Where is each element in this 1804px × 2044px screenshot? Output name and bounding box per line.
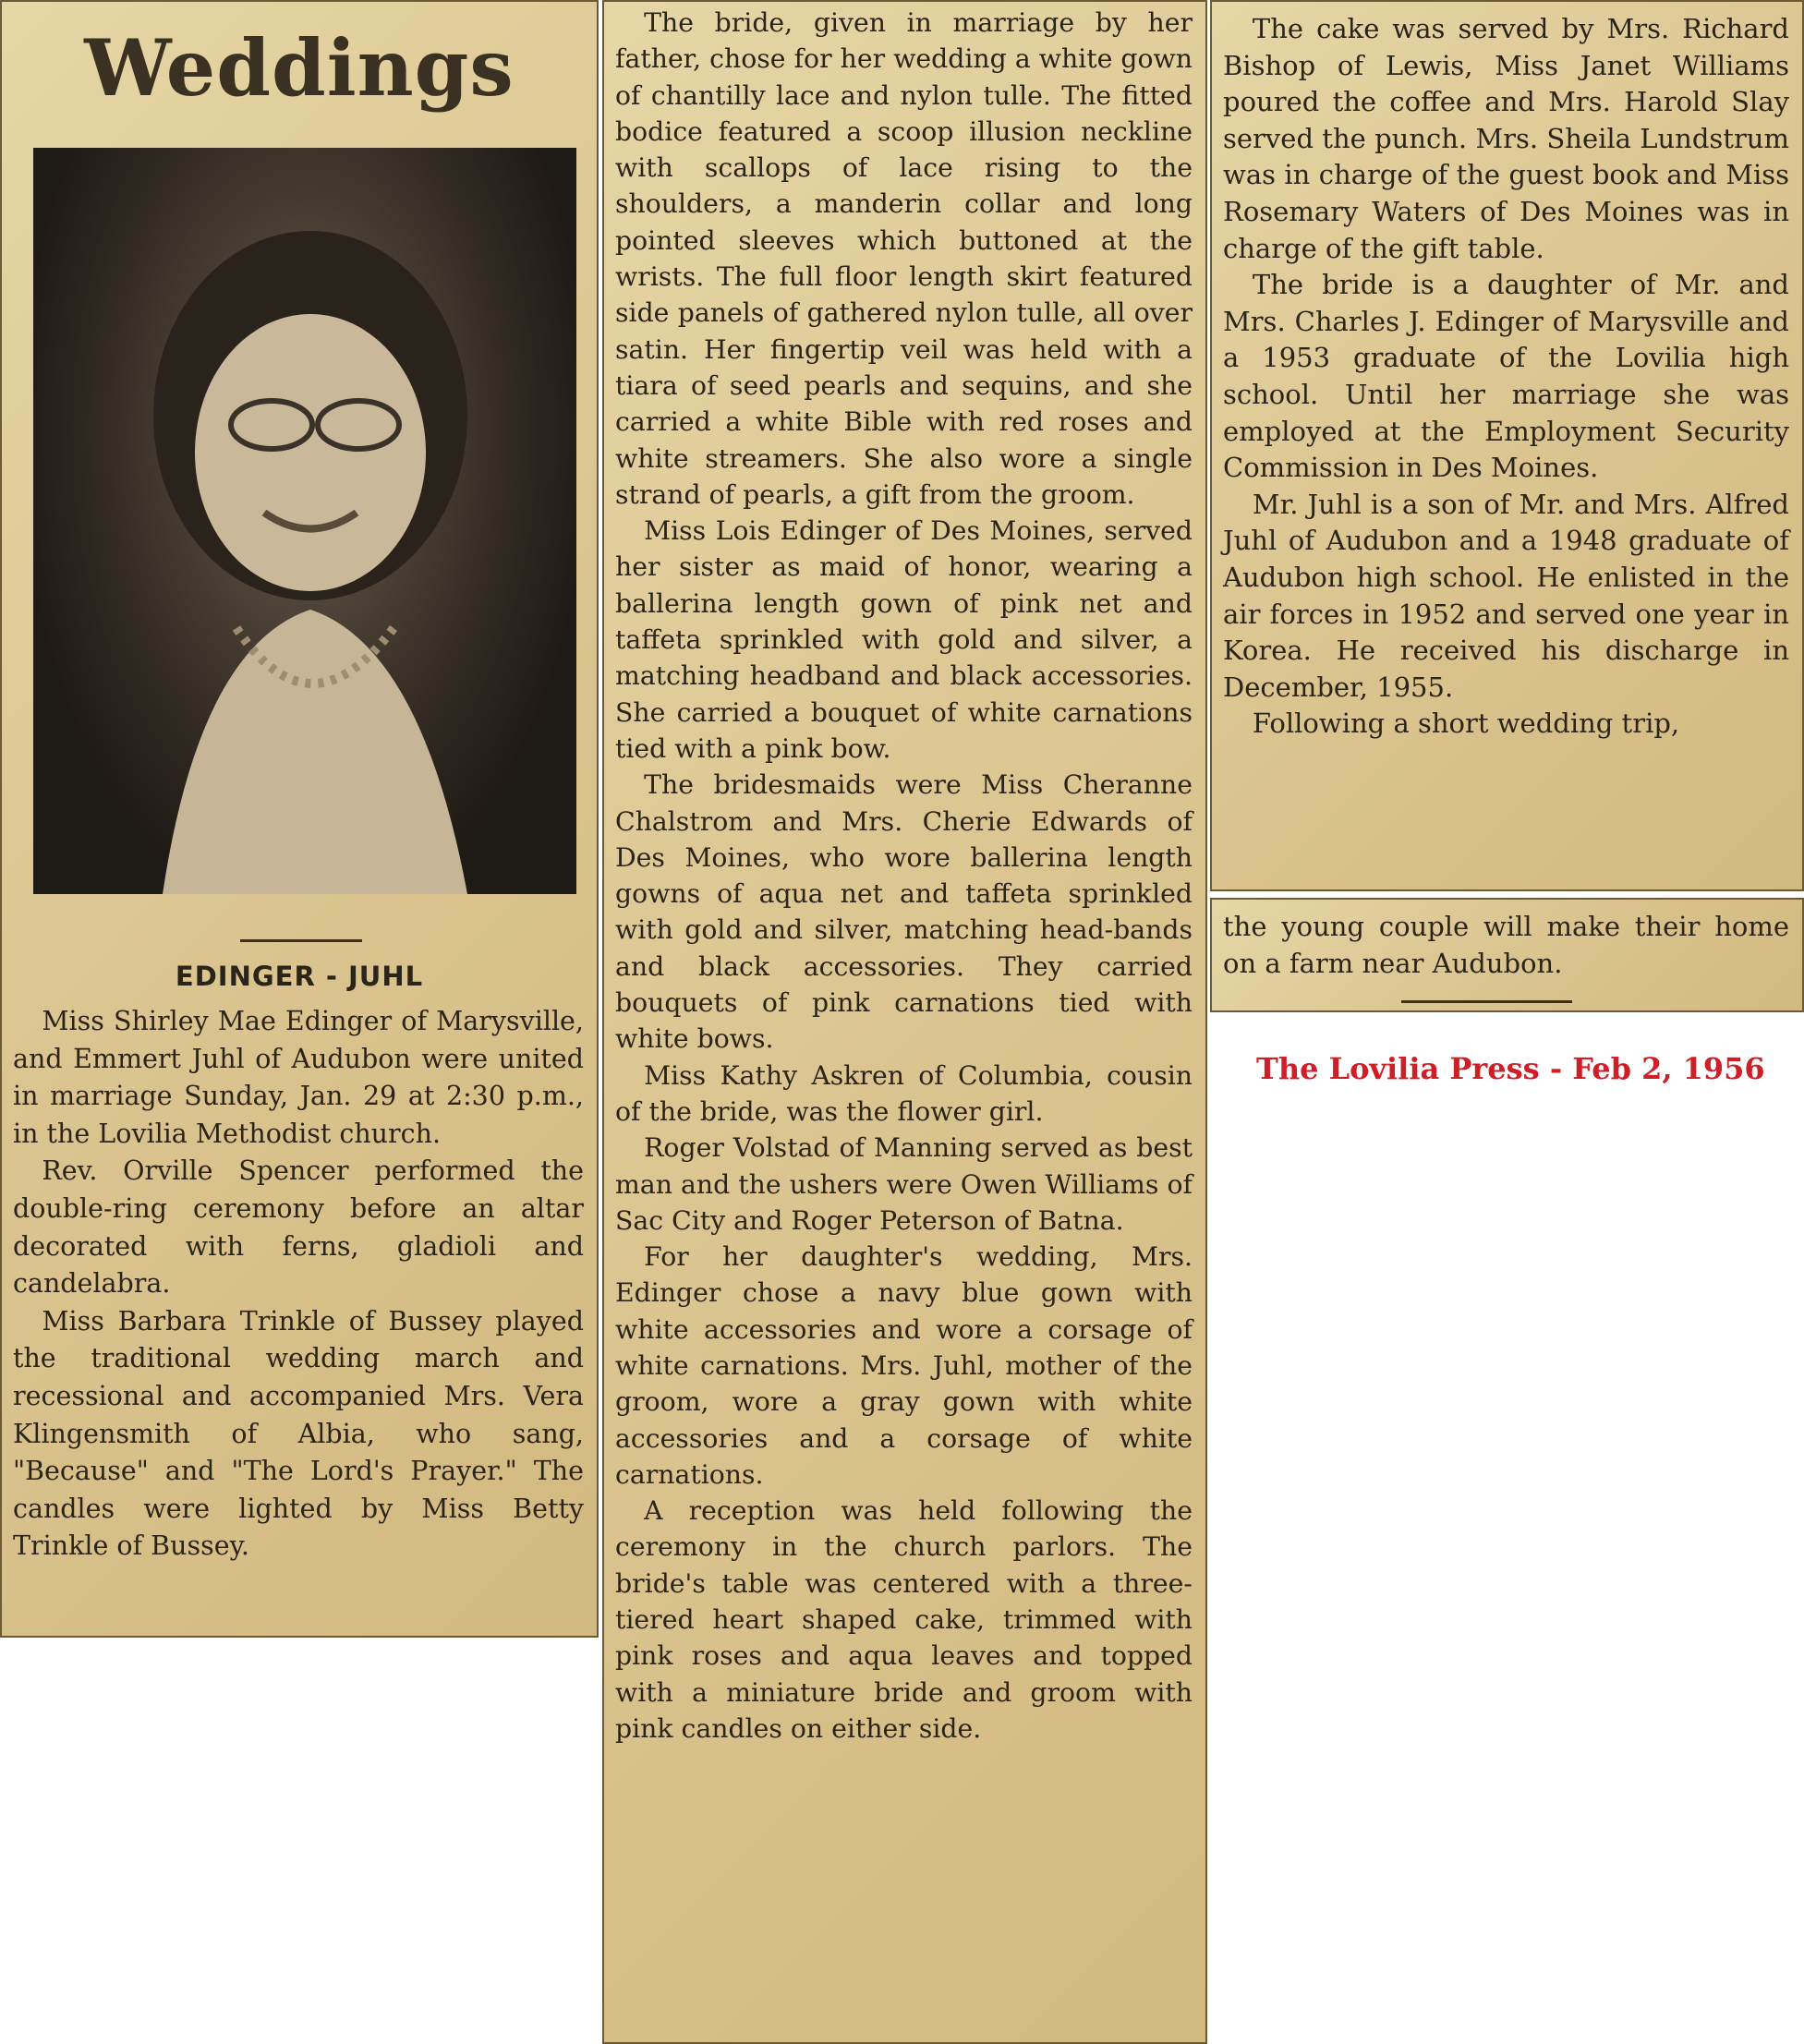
clipping-middle <box>602 0 1207 2044</box>
paragraph: Miss Kathy Askren of Columbia, cousin of the bride, was the flower girl. <box>615 1059 1193 1127</box>
headline-rule <box>240 939 362 942</box>
bride-portrait-image <box>33 148 576 894</box>
paragraph: The bridesmaids were Miss Cheranne Chalstrom and Mrs. Cherie Edwards of Des Moines, who wore ballerina length gowns of aqua net and taffeta sprinkled with gold and silver, matching head-bands and black accessories. They carried bouquets of pink carnations tied with white bows. <box>615 769 1193 1055</box>
paragraph: Rev. Orville Spencer performed the double-ring ceremony before an altar decorated with ferns, gladioli and candelabra. <box>13 1155 584 1300</box>
left-column-text <box>13 1003 584 1566</box>
end-rule <box>1401 1000 1572 1003</box>
paragraph: The bride is a daughter of Mr. and Mrs. Charles J. Edinger of Marysville and a 1953 graduate of the Lovilia high school. Until her marriage she was employed at the Employment Security Commission in Des Moines. <box>1223 269 1789 484</box>
paragraph: The bride, given in marriage by her father, chose for her wedding a white gown of chantilly lace and nylon tulle. The fitted bodice featured a scoop illusion neckline with scallops of lace rising to the shoulders, a manderin collar and long pointed sleeves which buttoned at the wrists. The full floor length skirt featured side panels of gathered nylon tulle, all over satin. Her fingertip veil was held with a tiara of seed pearls and sequins, and she carried a white Bible with red roses and white streamers. She also wore a single strand of pearls, a gift from the groom. <box>615 7 1193 510</box>
continued-text <box>1223 909 1789 982</box>
paragraph: A reception was held following the ceremony in the church parlors. The bride's table was centered with a three-tiered heart shaped cake, trimmed with pink roses and aqua leaves and topped with a miniature bride and groom with pink candles on either side. <box>615 1495 1193 1744</box>
middle-column-text <box>615 5 1193 1747</box>
paragraph: Miss Lois Edinger of Des Moines, served her sister as maid of honor, wearing a ballerina length gown of pink net and taffeta sprinkled with gold and silver, a matching headband and black accessories. She carried a bouquet of white carnations tied with a pink bow. <box>615 515 1193 764</box>
masthead: Weddings <box>84 22 515 114</box>
paragraph: The cake was served by Mrs. Richard Bishop of Lewis, Miss Janet Williams poured the coffee and Mrs. Harold Slay served the punch. Mrs. Sheila Lundstrum was in charge of the guest book and Miss Rosemary Waters of Des Moines was in charge of the gift table. <box>1223 13 1789 264</box>
paragraph: Roger Volstad of Manning served as best man and the ushers were Owen Williams of Sac City and Roger Peterson of Batna. <box>615 1132 1193 1236</box>
clipping-right <box>1210 0 1804 891</box>
clipping-right-continued <box>1210 898 1804 1012</box>
bride-photo <box>33 148 576 894</box>
paragraph: the young couple will make their home on a farm near Audubon. <box>1223 911 1789 979</box>
paragraph: For her daughter's wedding, Mrs. Edinger chose a navy blue gown with white accessories and wore a corsage of white carnations. Mrs. Juhl, mother of the groom, wore a gray gown with white accessories and a corsage of white carnations. <box>615 1241 1193 1490</box>
paragraph: Miss Barbara Trinkle of Bussey played the traditional wedding march and recessional and accompanied Mrs. Vera Klingensmith of Albia, who sang, "Because" and "The Lord's Prayer." The candles were lighted by Miss Betty Trinkle of Bussey. <box>13 1305 584 1562</box>
paragraph: Mr. Juhl is a son of Mr. and Mrs. Alfred Juhl of Audubon and a 1948 graduate of Audubon high school. He enlisted in the air forces in 1952 and served one year in Korea. He received his discharge in December, 1955. <box>1223 488 1789 703</box>
article-headline: EDINGER - JUHL <box>175 961 424 992</box>
source-caption: The Lovilia Press - Feb 2, 1956 <box>1256 1051 1765 1086</box>
clipping-left <box>0 0 599 1638</box>
right-column-text <box>1223 11 1789 743</box>
paragraph: Following a short wedding trip, <box>1252 708 1680 740</box>
paragraph: Miss Shirley Mae Edinger of Marysville, and Emmert Juhl of Audubon were united in marriage Sunday, Jan. 29 at 2:30 p.m., in the Lovilia Methodist church. <box>13 1006 584 1149</box>
